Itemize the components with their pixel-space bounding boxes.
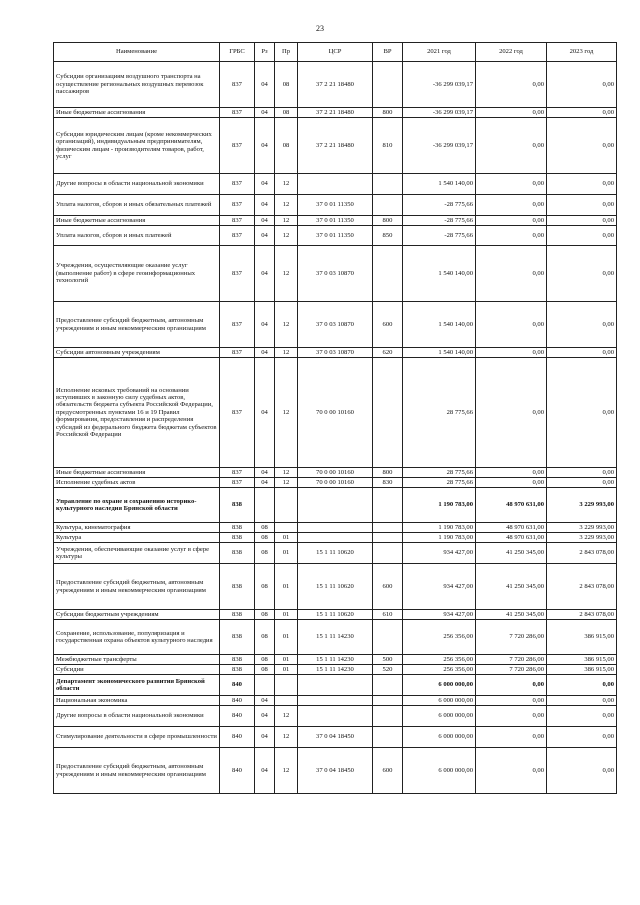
cell-rz: 08 xyxy=(255,533,275,543)
cell-name: Уплата налогов, сборов и иных обязательных платежей xyxy=(54,195,220,216)
cell-csr xyxy=(298,533,373,543)
cell-2022: 0,00 xyxy=(476,216,547,226)
table-row xyxy=(54,118,617,174)
cell-vr: 800 xyxy=(373,216,403,226)
header-vr: ВР xyxy=(373,43,403,62)
cell-csr: 37 2 21 18480 xyxy=(298,108,373,118)
cell-name: Сохранение, использование, популяризация и государственная охрана объектов культурного наследия xyxy=(54,620,220,655)
cell-grbs: 837 xyxy=(220,62,255,108)
cell-csr: 37 0 03 10870 xyxy=(298,246,373,302)
cell-pr: 01 xyxy=(275,543,298,564)
cell-2022: 0,00 xyxy=(476,358,547,468)
cell-rz: 04 xyxy=(255,195,275,216)
cell-name: Стимулирование деятельности в сфере промышленности xyxy=(54,727,220,748)
cell-csr: 37 0 01 11350 xyxy=(298,226,373,246)
cell-grbs: 838 xyxy=(220,610,255,620)
cell-grbs: 840 xyxy=(220,696,255,706)
cell-name: Другие вопросы в области национальной экономики xyxy=(54,706,220,727)
cell-2022: 48 970 631,00 xyxy=(476,488,547,523)
cell-csr xyxy=(298,675,373,696)
cell-grbs: 838 xyxy=(220,564,255,610)
cell-2022: 7 720 286,00 xyxy=(476,620,547,655)
cell-vr xyxy=(373,488,403,523)
cell-grbs: 837 xyxy=(220,246,255,302)
cell-2023: 0,00 xyxy=(547,727,617,748)
cell-2021: -28 775,66 xyxy=(403,226,476,246)
cell-name: Иные бюджетные ассигнования xyxy=(54,468,220,478)
header-pr: Пр xyxy=(275,43,298,62)
cell-2023: 0,00 xyxy=(547,216,617,226)
cell-name: Другие вопросы в области национальной экономики xyxy=(54,174,220,195)
cell-2022: 48 970 631,00 xyxy=(476,533,547,543)
cell-rz: 04 xyxy=(255,302,275,348)
cell-csr: 15 1 11 14230 xyxy=(298,665,373,675)
cell-2023: 386 915,00 xyxy=(547,665,617,675)
cell-name: Национальная экономика xyxy=(54,696,220,706)
cell-pr: 01 xyxy=(275,610,298,620)
table-row xyxy=(54,62,617,108)
cell-rz: 04 xyxy=(255,226,275,246)
cell-name: Исполнение исковых требований на основании вступивших в законную силу судебных актов, обязательств бюджета субъекта Российской Федерации, предусмотренных пунктами 16 и 19 Правил формирования, предоставления и распределения субсидий из федерального бюджета бюджетам субъектов Российской Федерации xyxy=(54,358,220,468)
cell-grbs: 838 xyxy=(220,543,255,564)
cell-2022: 0,00 xyxy=(476,226,547,246)
cell-2022: 0,00 xyxy=(476,348,547,358)
cell-name: Межбюджетные трансферты xyxy=(54,655,220,665)
cell-rz: 04 xyxy=(255,358,275,468)
table-row xyxy=(54,675,617,696)
table-header-row xyxy=(54,43,617,62)
cell-pr: 12 xyxy=(275,748,298,794)
cell-vr xyxy=(373,533,403,543)
cell-vr xyxy=(373,246,403,302)
cell-grbs: 838 xyxy=(220,488,255,523)
cell-vr xyxy=(373,523,403,533)
cell-name: Культура xyxy=(54,533,220,543)
cell-rz: 04 xyxy=(255,468,275,478)
table-row xyxy=(54,358,617,468)
cell-rz: 04 xyxy=(255,174,275,195)
cell-2021: 934 427,00 xyxy=(403,610,476,620)
cell-grbs: 837 xyxy=(220,108,255,118)
cell-name: Предоставление субсидий бюджетным, автономным учреждениям и иным некоммерческим организациям xyxy=(54,302,220,348)
cell-2022: 0,00 xyxy=(476,108,547,118)
cell-grbs: 837 xyxy=(220,174,255,195)
cell-csr: 37 0 04 18450 xyxy=(298,727,373,748)
cell-2022: 41 250 345,00 xyxy=(476,564,547,610)
cell-csr: 37 2 21 18480 xyxy=(298,62,373,108)
cell-csr: 37 0 03 10870 xyxy=(298,348,373,358)
cell-grbs: 838 xyxy=(220,665,255,675)
cell-rz xyxy=(255,675,275,696)
cell-pr: 12 xyxy=(275,478,298,488)
cell-2023: 0,00 xyxy=(547,358,617,468)
cell-grbs: 840 xyxy=(220,706,255,727)
cell-grbs: 837 xyxy=(220,478,255,488)
cell-grbs: 837 xyxy=(220,216,255,226)
cell-csr: 15 1 11 10620 xyxy=(298,543,373,564)
cell-csr: 70 0 00 10160 xyxy=(298,478,373,488)
cell-2021: -28 775,66 xyxy=(403,216,476,226)
cell-grbs: 840 xyxy=(220,675,255,696)
cell-2021: -36 299 039,17 xyxy=(403,62,476,108)
cell-rz: 04 xyxy=(255,706,275,727)
table-row xyxy=(54,478,617,488)
cell-vr: 610 xyxy=(373,610,403,620)
cell-pr: 12 xyxy=(275,358,298,468)
cell-2021: 28 775,66 xyxy=(403,468,476,478)
cell-name: Учреждения, обеспечивающие оказание услуг в сфере культуры xyxy=(54,543,220,564)
cell-csr xyxy=(298,174,373,195)
cell-vr xyxy=(373,727,403,748)
cell-rz: 04 xyxy=(255,478,275,488)
cell-grbs: 840 xyxy=(220,727,255,748)
cell-csr xyxy=(298,488,373,523)
cell-2022: 7 720 286,00 xyxy=(476,655,547,665)
cell-csr: 37 0 01 11350 xyxy=(298,195,373,216)
cell-vr xyxy=(373,696,403,706)
cell-rz: 04 xyxy=(255,216,275,226)
cell-2023: 386 915,00 xyxy=(547,655,617,665)
cell-2022: 0,00 xyxy=(476,246,547,302)
table-row xyxy=(54,488,617,523)
cell-rz: 08 xyxy=(255,610,275,620)
cell-2021: 6 000 000,00 xyxy=(403,696,476,706)
cell-2023: 2 843 078,00 xyxy=(547,610,617,620)
cell-csr: 15 1 11 10620 xyxy=(298,564,373,610)
cell-vr: 800 xyxy=(373,468,403,478)
cell-name: Иные бюджетные ассигнования xyxy=(54,108,220,118)
cell-2023: 2 843 078,00 xyxy=(547,564,617,610)
cell-2022: 41 250 345,00 xyxy=(476,610,547,620)
table-body xyxy=(54,62,617,794)
table-row xyxy=(54,543,617,564)
table-row xyxy=(54,523,617,533)
table-row xyxy=(54,246,617,302)
table-row xyxy=(54,533,617,543)
cell-rz: 08 xyxy=(255,620,275,655)
cell-name: Управление по охране и сохранению историко-культурного наследия Брянской области xyxy=(54,488,220,523)
cell-rz: 04 xyxy=(255,748,275,794)
cell-2021: 6 000 000,00 xyxy=(403,675,476,696)
cell-2021: 1 190 783,00 xyxy=(403,533,476,543)
cell-name: Субсидии xyxy=(54,665,220,675)
cell-grbs: 837 xyxy=(220,348,255,358)
cell-grbs: 838 xyxy=(220,620,255,655)
cell-2022: 48 970 631,00 xyxy=(476,523,547,533)
cell-rz xyxy=(255,488,275,523)
cell-2021: 6 000 000,00 xyxy=(403,727,476,748)
cell-name: Предоставление субсидий бюджетным, автономным учреждениям и иным некоммерческим организациям xyxy=(54,564,220,610)
cell-2023: 0,00 xyxy=(547,706,617,727)
cell-2021: 1 540 140,00 xyxy=(403,246,476,302)
cell-csr: 37 2 21 18480 xyxy=(298,118,373,174)
cell-vr: 520 xyxy=(373,665,403,675)
cell-vr xyxy=(373,620,403,655)
cell-pr: 12 xyxy=(275,302,298,348)
cell-pr: 08 xyxy=(275,118,298,174)
cell-rz: 04 xyxy=(255,118,275,174)
cell-vr xyxy=(373,675,403,696)
cell-vr xyxy=(373,62,403,108)
cell-csr: 37 0 03 10870 xyxy=(298,302,373,348)
table-row xyxy=(54,348,617,358)
cell-grbs: 837 xyxy=(220,358,255,468)
cell-2023: 0,00 xyxy=(547,348,617,358)
cell-2023: 0,00 xyxy=(547,62,617,108)
header-2022: 2022 год xyxy=(476,43,547,62)
cell-pr: 08 xyxy=(275,62,298,108)
cell-2023: 3 229 993,00 xyxy=(547,533,617,543)
cell-vr: 600 xyxy=(373,302,403,348)
cell-2022: 0,00 xyxy=(476,118,547,174)
cell-2023: 3 229 993,00 xyxy=(547,488,617,523)
cell-rz: 04 xyxy=(255,246,275,302)
cell-name: Иные бюджетные ассигнования xyxy=(54,216,220,226)
cell-2023: 0,00 xyxy=(547,696,617,706)
cell-2023: 2 843 078,00 xyxy=(547,543,617,564)
cell-pr: 12 xyxy=(275,348,298,358)
header-grbs: ГРБС xyxy=(220,43,255,62)
cell-2022: 41 250 345,00 xyxy=(476,543,547,564)
cell-2023: 0,00 xyxy=(547,108,617,118)
cell-name: Предоставление субсидий бюджетным, автономным учреждениям и иным некоммерческим организациям xyxy=(54,748,220,794)
table-row xyxy=(54,748,617,794)
cell-grbs: 837 xyxy=(220,195,255,216)
cell-2021: -36 299 039,17 xyxy=(403,108,476,118)
cell-vr: 830 xyxy=(373,478,403,488)
cell-2023: 0,00 xyxy=(547,174,617,195)
cell-rz: 04 xyxy=(255,62,275,108)
cell-rz: 08 xyxy=(255,543,275,564)
cell-2023: 0,00 xyxy=(547,302,617,348)
cell-pr: 01 xyxy=(275,564,298,610)
cell-pr xyxy=(275,675,298,696)
cell-rz: 08 xyxy=(255,523,275,533)
cell-name: Субсидии юридическим лицам (кроме некоммерческих организаций), индивидуальным предпринимателям, физическим лицам - производителям товаров, работ, услуг xyxy=(54,118,220,174)
cell-rz: 04 xyxy=(255,696,275,706)
cell-pr: 12 xyxy=(275,226,298,246)
cell-pr xyxy=(275,523,298,533)
cell-vr: 620 xyxy=(373,348,403,358)
header-2023: 2023 год xyxy=(547,43,617,62)
table-row xyxy=(54,216,617,226)
cell-rz: 04 xyxy=(255,348,275,358)
header-rz: Рз xyxy=(255,43,275,62)
cell-2022: 0,00 xyxy=(476,706,547,727)
cell-vr: 600 xyxy=(373,748,403,794)
cell-pr: 12 xyxy=(275,706,298,727)
cell-2022: 0,00 xyxy=(476,62,547,108)
cell-2023: 386 915,00 xyxy=(547,620,617,655)
cell-2021: 934 427,00 xyxy=(403,564,476,610)
cell-csr: 15 1 11 10620 xyxy=(298,610,373,620)
cell-2021: 1 540 140,00 xyxy=(403,174,476,195)
cell-vr xyxy=(373,706,403,727)
cell-2023: 0,00 xyxy=(547,246,617,302)
cell-pr: 08 xyxy=(275,108,298,118)
cell-csr xyxy=(298,706,373,727)
cell-csr: 70 0 00 10160 xyxy=(298,358,373,468)
cell-2022: 0,00 xyxy=(476,195,547,216)
cell-2023: 0,00 xyxy=(547,468,617,478)
cell-pr: 01 xyxy=(275,533,298,543)
table-row xyxy=(54,174,617,195)
cell-2021: -36 299 039,17 xyxy=(403,118,476,174)
cell-pr: 12 xyxy=(275,195,298,216)
cell-vr xyxy=(373,174,403,195)
cell-csr: 15 1 11 14230 xyxy=(298,620,373,655)
cell-csr xyxy=(298,696,373,706)
cell-2021: 1 540 140,00 xyxy=(403,348,476,358)
cell-pr: 01 xyxy=(275,655,298,665)
cell-name: Культура, кинематография xyxy=(54,523,220,533)
table-row xyxy=(54,706,617,727)
cell-grbs: 837 xyxy=(220,302,255,348)
cell-2022: 0,00 xyxy=(476,727,547,748)
budget-table xyxy=(53,42,617,794)
cell-name: Исполнение судебных актов xyxy=(54,478,220,488)
cell-grbs: 837 xyxy=(220,226,255,246)
cell-pr: 12 xyxy=(275,174,298,195)
cell-2023: 0,00 xyxy=(547,748,617,794)
table-row xyxy=(54,620,617,655)
table-row xyxy=(54,665,617,675)
cell-rz: 08 xyxy=(255,655,275,665)
table-row xyxy=(54,696,617,706)
table-row xyxy=(54,564,617,610)
cell-2022: 0,00 xyxy=(476,174,547,195)
cell-grbs: 837 xyxy=(220,118,255,174)
header-name: Наименование xyxy=(54,43,220,62)
header-csr: ЦСР xyxy=(298,43,373,62)
cell-rz: 04 xyxy=(255,108,275,118)
cell-vr: 500 xyxy=(373,655,403,665)
cell-rz: 08 xyxy=(255,665,275,675)
cell-2023: 0,00 xyxy=(547,226,617,246)
cell-name: Субсидии бюджетным учреждениям xyxy=(54,610,220,620)
cell-pr: 01 xyxy=(275,620,298,655)
cell-vr xyxy=(373,543,403,564)
cell-grbs: 840 xyxy=(220,748,255,794)
cell-2021: 1 190 783,00 xyxy=(403,488,476,523)
cell-2023: 3 229 993,00 xyxy=(547,523,617,533)
cell-2021: 1 540 140,00 xyxy=(403,302,476,348)
cell-2022: 0,00 xyxy=(476,302,547,348)
cell-grbs: 838 xyxy=(220,523,255,533)
cell-pr: 01 xyxy=(275,665,298,675)
cell-vr: 800 xyxy=(373,108,403,118)
table-row xyxy=(54,655,617,665)
cell-vr: 600 xyxy=(373,564,403,610)
cell-vr xyxy=(373,195,403,216)
cell-2023: 0,00 xyxy=(547,195,617,216)
cell-rz: 04 xyxy=(255,727,275,748)
table-row xyxy=(54,468,617,478)
cell-grbs: 838 xyxy=(220,533,255,543)
cell-2022: 0,00 xyxy=(476,468,547,478)
cell-name: Субсидии автономным учреждениям xyxy=(54,348,220,358)
cell-2022: 7 720 286,00 xyxy=(476,665,547,675)
cell-2022: 0,00 xyxy=(476,748,547,794)
cell-csr xyxy=(298,523,373,533)
table-row xyxy=(54,108,617,118)
cell-2021: 6 000 000,00 xyxy=(403,706,476,727)
cell-2021: 28 775,66 xyxy=(403,358,476,468)
cell-2021: 934 427,00 xyxy=(403,543,476,564)
cell-grbs: 837 xyxy=(220,468,255,478)
cell-csr: 15 1 11 14230 xyxy=(298,655,373,665)
table-row xyxy=(54,302,617,348)
cell-2021: -28 775,66 xyxy=(403,195,476,216)
cell-csr: 37 0 04 18450 xyxy=(298,748,373,794)
cell-pr xyxy=(275,696,298,706)
cell-name: Уплата налогов, сборов и иных платежей xyxy=(54,226,220,246)
cell-2021: 28 775,66 xyxy=(403,478,476,488)
page-number: 23 xyxy=(316,24,324,33)
table-row xyxy=(54,610,617,620)
cell-2022: 0,00 xyxy=(476,478,547,488)
cell-2022: 0,00 xyxy=(476,675,547,696)
cell-rz: 08 xyxy=(255,564,275,610)
cell-pr: 12 xyxy=(275,246,298,302)
cell-2021: 256 356,00 xyxy=(403,620,476,655)
cell-2023: 0,00 xyxy=(547,118,617,174)
cell-pr: 12 xyxy=(275,216,298,226)
cell-2023: 0,00 xyxy=(547,675,617,696)
cell-2021: 6 000 000,00 xyxy=(403,748,476,794)
cell-vr: 810 xyxy=(373,118,403,174)
cell-vr: 850 xyxy=(373,226,403,246)
table-row xyxy=(54,727,617,748)
cell-csr: 70 0 00 10160 xyxy=(298,468,373,478)
cell-2021: 256 356,00 xyxy=(403,665,476,675)
cell-2023: 0,00 xyxy=(547,478,617,488)
cell-grbs: 838 xyxy=(220,655,255,665)
cell-2021: 1 190 783,00 xyxy=(403,523,476,533)
cell-csr: 37 0 01 11350 xyxy=(298,216,373,226)
table-row xyxy=(54,226,617,246)
table-row xyxy=(54,195,617,216)
cell-2022: 0,00 xyxy=(476,696,547,706)
cell-pr: 12 xyxy=(275,468,298,478)
cell-name: Учреждения, осуществляющие оказание услуг (выполнение работ) в сфере геоинформационных технологий xyxy=(54,246,220,302)
cell-pr xyxy=(275,488,298,523)
cell-pr: 12 xyxy=(275,727,298,748)
header-2021: 2021 год xyxy=(403,43,476,62)
cell-2021: 256 356,00 xyxy=(403,655,476,665)
cell-name: Субсидии организациям воздушного транспорта на осуществление региональных воздушных перевозок пассажиров xyxy=(54,62,220,108)
cell-vr xyxy=(373,358,403,468)
cell-name: Департамент экономического развития Брянской области xyxy=(54,675,220,696)
